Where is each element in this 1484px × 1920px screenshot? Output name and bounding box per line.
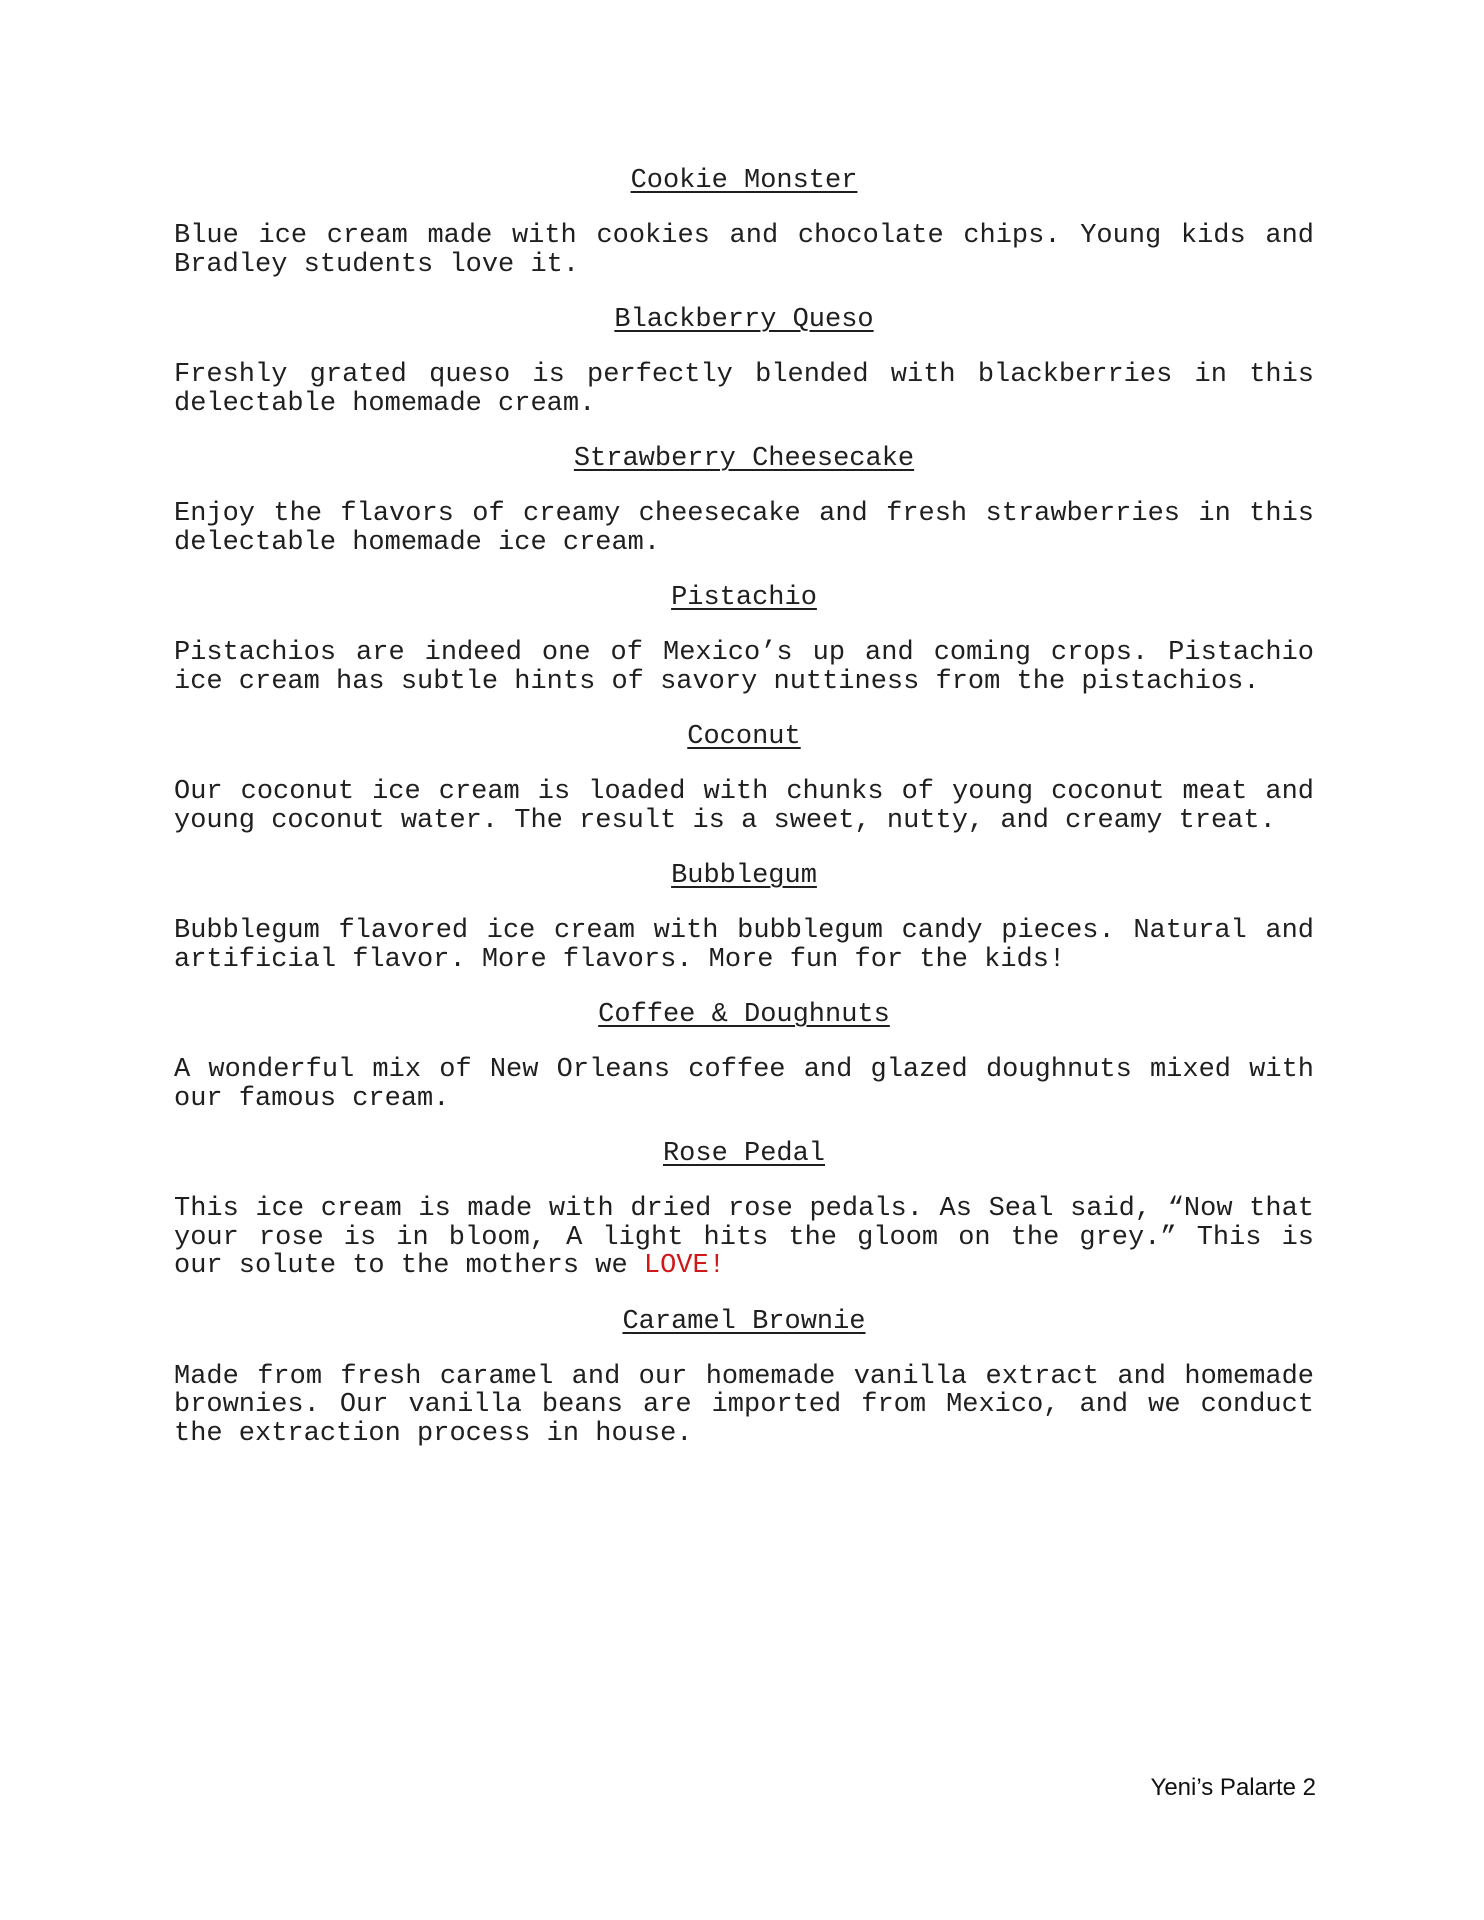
section-body: Blue ice cream made with cookies and chocolate chips. Young kids and Bradley students love it.	[174, 221, 1314, 280]
section-body: Bubblegum flavored ice cream with bubblegum candy pieces. Natural and artificial flavor. More flavors. More fun for the kids!	[174, 916, 1314, 975]
section-body: Pistachios are indeed one of Mexico’s up and coming crops. Pistachio ice cream has subtle hints of savory nuttiness from the pistachios.	[174, 638, 1314, 697]
section-coconut	[174, 722, 1314, 835]
section-bubblegum	[174, 861, 1314, 974]
section-body: Our coconut ice cream is loaded with chunks of young coconut meat and young coconut water. The result is a sweet, nutty, and creamy treat.	[174, 777, 1314, 836]
section-body: A wonderful mix of New Orleans coffee and glazed doughnuts mixed with our famous cream.	[174, 1055, 1314, 1114]
section-title: Strawberry Cheesecake	[573, 444, 915, 474]
section-blackberry-queso	[174, 305, 1314, 418]
section-title: Pistachio	[671, 583, 817, 613]
section-body-text: This ice cream is made with dried rose pedals. As Seal said, “Now that your rose is in bloom, A light hits the gloom on the grey.” This is our solute to the mothers we	[174, 1194, 1314, 1281]
love-emphasis: LOVE!	[643, 1251, 725, 1281]
page-footer: Yeni’s Palarte 2	[1150, 1774, 1316, 1801]
section-coffee-doughnuts	[174, 1000, 1314, 1113]
section-title: Coffee & Doughnuts	[598, 1000, 890, 1030]
section-caramel-brownie	[174, 1307, 1314, 1449]
section-strawberry-cheesecake	[174, 444, 1314, 557]
section-body	[174, 1195, 1314, 1281]
menu-content	[174, 166, 1314, 1474]
section-body: Made from fresh caramel and our homemade vanilla extract and homemade brownies. Our vanilla beans are imported from Mexico, and we conduct the extraction process in house.	[174, 1361, 1314, 1449]
section-body: Enjoy the flavors of creamy cheesecake and fresh strawberries in this delectable homemade ice cream.	[174, 499, 1314, 558]
section-title: Cookie Monster	[630, 166, 858, 196]
section-body: Freshly grated queso is perfectly blended with blackberries in this delectable homemade cream.	[174, 360, 1314, 419]
section-title: Caramel Brownie	[622, 1306, 866, 1337]
section-cookie-monster	[174, 166, 1314, 279]
section-title: Blackberry Queso	[614, 305, 874, 335]
section-title: Bubblegum	[671, 861, 817, 891]
section-title: Rose Pedal	[662, 1139, 826, 1169]
section-pistachio	[174, 583, 1314, 696]
section-title: Coconut	[687, 722, 801, 752]
section-rose-pedal	[174, 1139, 1314, 1281]
